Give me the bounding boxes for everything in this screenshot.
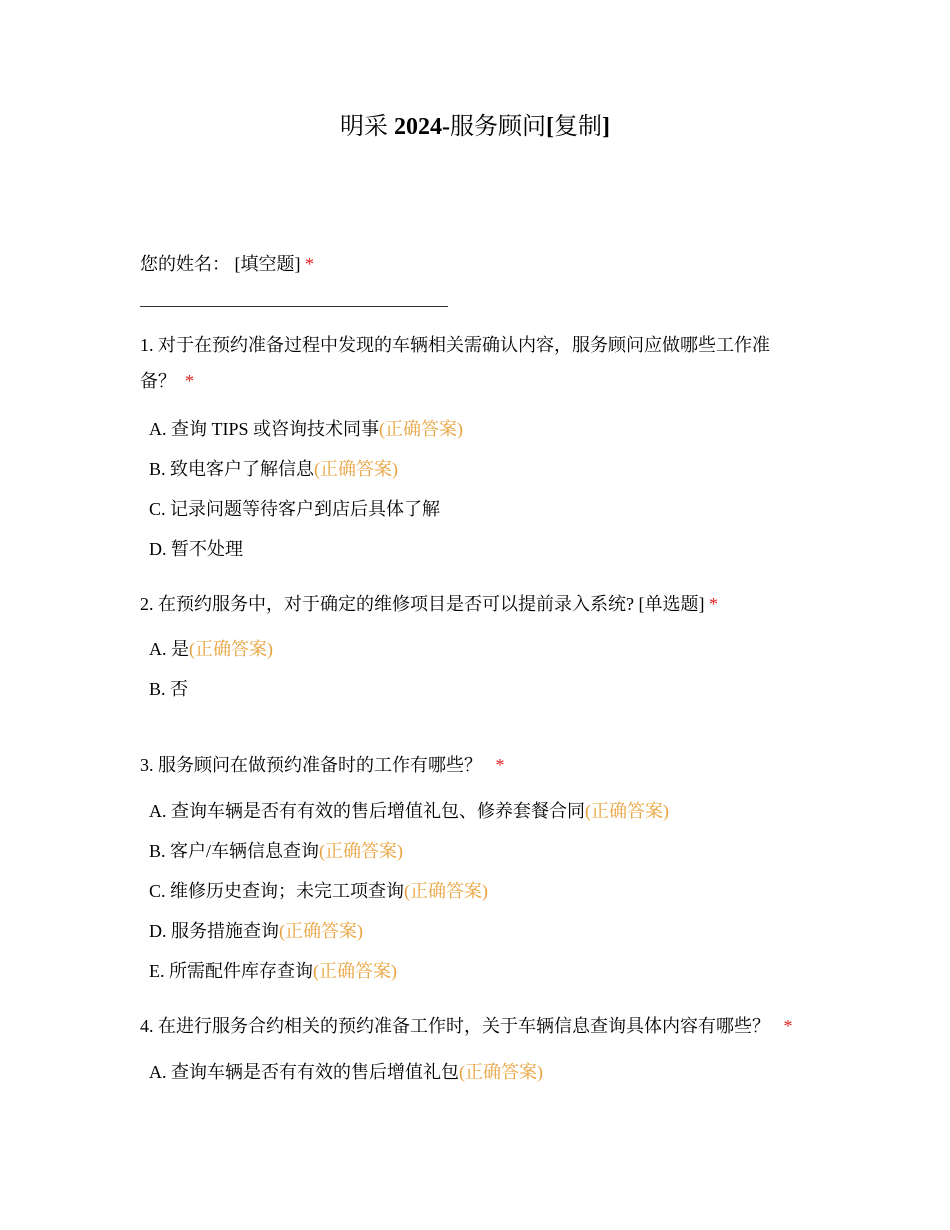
option-text: A. 是	[149, 639, 189, 659]
correct-answer-mark: (正确答案)	[585, 801, 669, 821]
correct-answer-mark: (正确答案)	[314, 459, 399, 479]
title-close-bracket: ]	[602, 114, 610, 140]
required-star: *	[495, 755, 505, 775]
name-label-text: 您的姓名：	[140, 254, 230, 274]
q3-option-b[interactable]	[149, 839, 403, 863]
name-question-type: [填空题]	[234, 254, 301, 274]
correct-answer-mark: (正确答案)	[189, 639, 273, 659]
correct-answer-mark: (正确答案)	[459, 1062, 543, 1082]
correct-answer-mark: (正确答案)	[279, 921, 363, 941]
option-text: B. 客户/车辆信息查询	[149, 841, 320, 861]
required-star: *	[708, 594, 718, 614]
correct-answer-mark: (正确答案)	[379, 419, 464, 439]
option-text: C. 记录问题等待客户到店后具体了解	[149, 499, 441, 519]
option-text: E. 所需配件库存查询	[149, 961, 313, 981]
option-text: D. 服务措施查询	[149, 921, 279, 941]
option-text: A. 查询车辆是否有有效的售后增值礼包、修养套餐合同	[149, 801, 585, 821]
q3-option-e[interactable]	[149, 959, 397, 983]
q1-option-a[interactable]	[149, 417, 463, 441]
question-3	[140, 747, 820, 783]
title-prefix: 明采	[340, 114, 394, 140]
q3-option-c[interactable]	[149, 879, 488, 903]
q3-option-d[interactable]	[149, 919, 363, 943]
q4-option-a[interactable]	[149, 1060, 543, 1084]
page-title	[0, 112, 950, 142]
title-middle: 服务顾问	[450, 114, 546, 140]
required-star: *	[185, 371, 194, 391]
option-text: C. 维修历史查询；未完工项查询	[149, 881, 405, 901]
question-2	[140, 586, 820, 622]
question-1	[140, 327, 820, 399]
correct-answer-mark: (正确答案)	[313, 961, 397, 981]
q1-option-c[interactable]	[149, 497, 440, 521]
q2-option-a[interactable]	[149, 637, 273, 661]
option-text: D. 暂不处理	[149, 539, 243, 559]
question-4-text: 4. 在进行服务合约相关的预约准备工作时，关于车辆信息查询具体内容有哪些？	[140, 1016, 770, 1036]
correct-answer-mark: (正确答案)	[319, 841, 404, 861]
required-star: *	[305, 254, 314, 274]
option-text: B. 致电客户了解信息	[149, 459, 315, 479]
name-input-line[interactable]	[140, 306, 448, 307]
title-copy: 复制	[554, 114, 602, 140]
name-field-label	[140, 246, 820, 282]
option-text: A. 查询车辆是否有有效的售后增值礼包	[149, 1062, 459, 1082]
question-3-text: 3. 服务顾问在做预约准备时的工作有哪些？	[140, 755, 482, 775]
q1-option-b[interactable]	[149, 457, 398, 481]
title-open-bracket: [	[546, 114, 554, 140]
correct-answer-mark: (正确答案)	[404, 881, 489, 901]
q1-option-d[interactable]	[149, 537, 243, 561]
question-4	[140, 1008, 840, 1044]
q3-option-a[interactable]	[149, 799, 669, 823]
option-text: B. 否	[149, 679, 189, 699]
question-1-text: 1. 对于在预约准备过程中发现的车辆相关需确认内容，服务顾问应做哪些工作准备？	[140, 335, 770, 391]
question-2-text: 2. 在预约服务中，对于确定的维修项目是否可以提前录入系统? [单选题]	[140, 594, 705, 614]
required-star: *	[783, 1016, 793, 1036]
q2-option-b[interactable]	[149, 677, 188, 701]
title-year: 2024-	[394, 114, 450, 140]
option-text: A. 查询 TIPS 或咨询技术同事	[149, 419, 380, 439]
